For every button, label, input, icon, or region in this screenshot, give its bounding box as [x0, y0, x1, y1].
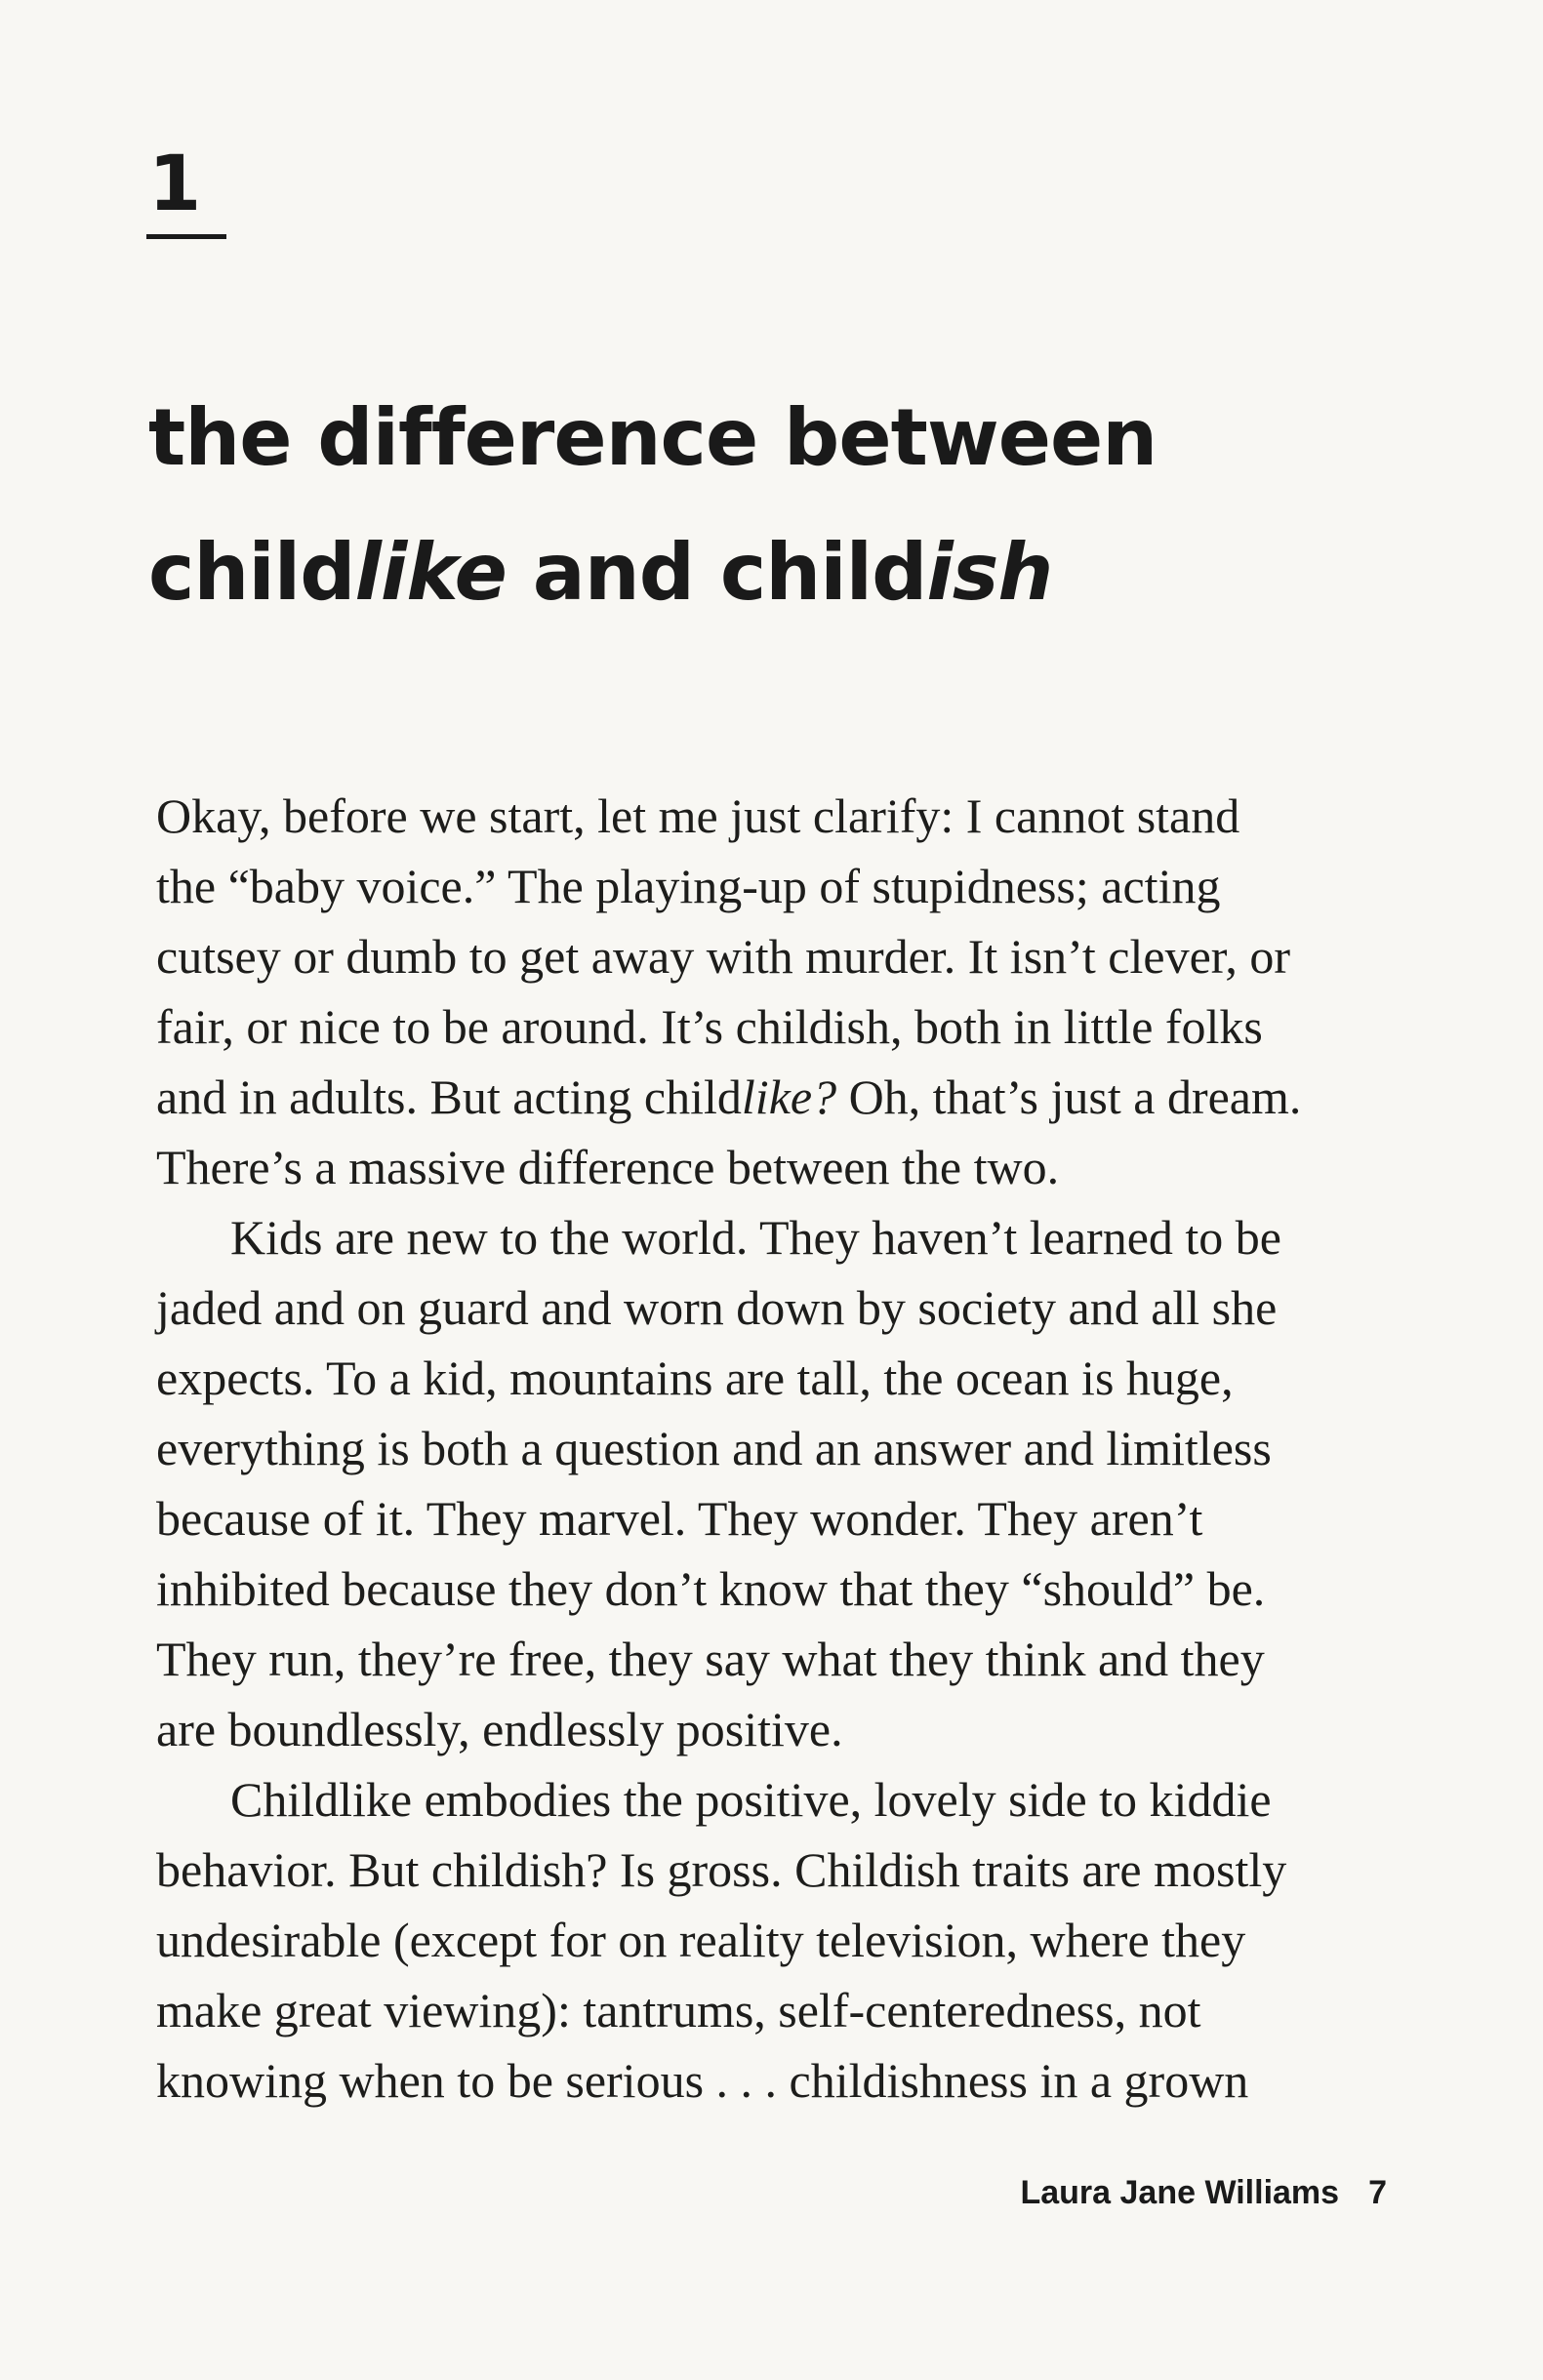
text-segment: Oh, that’s just a dream.	[836, 1069, 1302, 1124]
text-line: They run, they’re free, they say what they think and they	[156, 1632, 1265, 1686]
text-line: behavior. But childish? Is gross. Childish traits are mostly	[156, 1842, 1287, 1897]
chapter-title-line-2	[148, 505, 1320, 640]
text-line: inhibited because they don’t know that they “should” be.	[156, 1561, 1266, 1616]
page-number: 7	[1368, 2174, 1387, 2211]
text-line: because of it. They marvel. They wonder. They aren’t	[156, 1491, 1203, 1546]
chapter-number: 1	[148, 141, 202, 228]
title-word-child: child	[148, 527, 355, 618]
title-emphasis-like: like	[354, 527, 507, 618]
text-line	[156, 1062, 1386, 1132]
chapter-number-underline	[146, 234, 226, 239]
text-line: Childlike embodies the positive, lovely side to kiddie	[230, 1772, 1272, 1827]
text-line: Okay, before we start, let me just clarify: I cannot stand	[156, 788, 1240, 843]
chapter-title	[148, 371, 1320, 640]
paragraph-3	[156, 1764, 1386, 2116]
text-line: There’s a massive difference between the two.	[156, 1140, 1060, 1194]
text-line: cutsey or dumb to get away with murder. It isn’t clever, or	[156, 929, 1291, 984]
text-line: make great viewing): tantrums, self-centeredness, not	[156, 1983, 1201, 2037]
text-line: expects. To a kid, mountains are tall, the ocean is huge,	[156, 1351, 1234, 1405]
running-footer	[1020, 2174, 1387, 2212]
paragraph-2	[156, 1202, 1386, 1764]
title-emphasis-ish: ish	[926, 527, 1053, 618]
text-line: the “baby voice.” The playing-up of stupidness; acting	[156, 859, 1221, 913]
title-word-and-child: and child	[506, 527, 927, 618]
text-line: fair, or nice to be around. It’s childish, both in little folks	[156, 999, 1263, 1054]
chapter-title-line-1: the difference between	[148, 392, 1157, 483]
text-line: are boundlessly, endlessly positive.	[156, 1702, 843, 1756]
text-emphasis: like?	[741, 1069, 837, 1124]
text-line: Kids are new to the world. They haven’t learned to be	[230, 1210, 1281, 1265]
chapter-body	[156, 781, 1386, 2116]
text-line: everything is both a question and an answer and limitless	[156, 1421, 1272, 1475]
author-name: Laura Jane Williams	[1020, 2174, 1340, 2211]
text-segment: and in adults. But acting child	[156, 1069, 742, 1124]
paragraph-1	[156, 781, 1386, 1202]
text-line: knowing when to be serious . . . childishness in a grown	[156, 2053, 1249, 2108]
text-line: jaded and on guard and worn down by society and all she	[156, 1280, 1278, 1335]
text-line: undesirable (except for on reality television, where they	[156, 1913, 1246, 1967]
